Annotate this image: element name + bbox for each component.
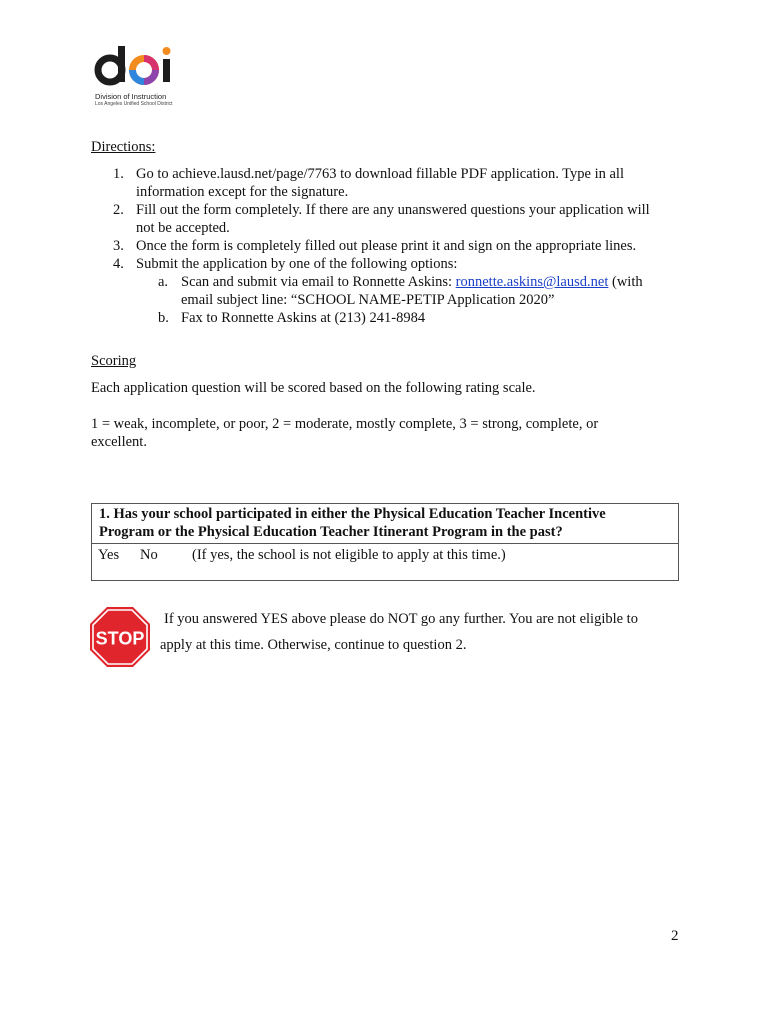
rating-scale-continued: excellent.	[91, 434, 147, 450]
scoring-heading: Scoring	[91, 353, 137, 369]
list-item-text: not be accepted.	[136, 220, 230, 236]
page-number: 2	[671, 928, 679, 944]
stop-sign-text: STOP	[95, 628, 145, 649]
sub-list-letter: b.	[158, 310, 169, 326]
question-1-header	[92, 504, 678, 544]
email-option-suffix: (with	[608, 274, 643, 290]
stop-notice-text-continued: apply at this time. Otherwise, continue to question 2.	[160, 637, 467, 653]
list-number: 4.	[113, 256, 124, 272]
stop-sign-icon	[89, 606, 151, 668]
sub-list-item-text	[181, 273, 643, 291]
list-item-text: information except for the signature.	[136, 184, 349, 200]
scoring-description: Each application question will be scored based on the following rating scale.	[91, 380, 536, 396]
email-subject-line: email subject line: “SCHOOL NAME-PETIP Application 2020”	[181, 292, 555, 308]
no-option[interactable]: No	[140, 547, 158, 563]
yes-option[interactable]: Yes	[98, 547, 120, 563]
logo-subtitle-district: Los Angeles Unified School District	[95, 101, 173, 107]
list-item-text: Submit the application by one of the following options:	[136, 256, 458, 272]
question-1-text: 1. Has your school participated in either the Physical Education Teacher Incentive	[99, 506, 606, 522]
fax-option-text: Fax to Ronnette Askins at (213) 241-8984	[181, 310, 426, 326]
list-item-text: Go to achieve.lausd.net/page/7763 to download fillable PDF application. Type in all	[136, 166, 624, 182]
question-1-note: (If yes, the school is not eligible to apply at this time.)	[192, 547, 506, 563]
list-number: 1.	[113, 166, 124, 182]
sub-list-letter: a.	[158, 274, 169, 290]
directions-heading: Directions:	[91, 139, 156, 155]
logo-subtitle: Division of Instruction	[95, 92, 167, 101]
question-1-table	[91, 503, 679, 581]
list-number: 3.	[113, 238, 124, 254]
list-item-text: Once the form is completely filled out please print it and sign on the appropriate lines.	[136, 238, 637, 254]
list-number: 2.	[113, 202, 124, 218]
stop-notice-text: If you answered YES above please do NOT go any further. You are not eligible to	[164, 611, 638, 627]
question-1-text-continued: Program or the Physical Education Teacher Itinerant Program in the past?	[99, 524, 563, 540]
rating-scale: 1 = weak, incomplete, or poor, 2 = moderate, mostly complete, 3 = strong, complete, or	[91, 416, 599, 432]
list-item-text: Fill out the form completely. If there are any unanswered questions your application will	[136, 202, 650, 218]
email-option-prefix: Scan and submit via email to Ronnette Askins:	[181, 274, 456, 290]
email-link[interactable]: ronnette.askins@lausd.net	[455, 274, 609, 290]
